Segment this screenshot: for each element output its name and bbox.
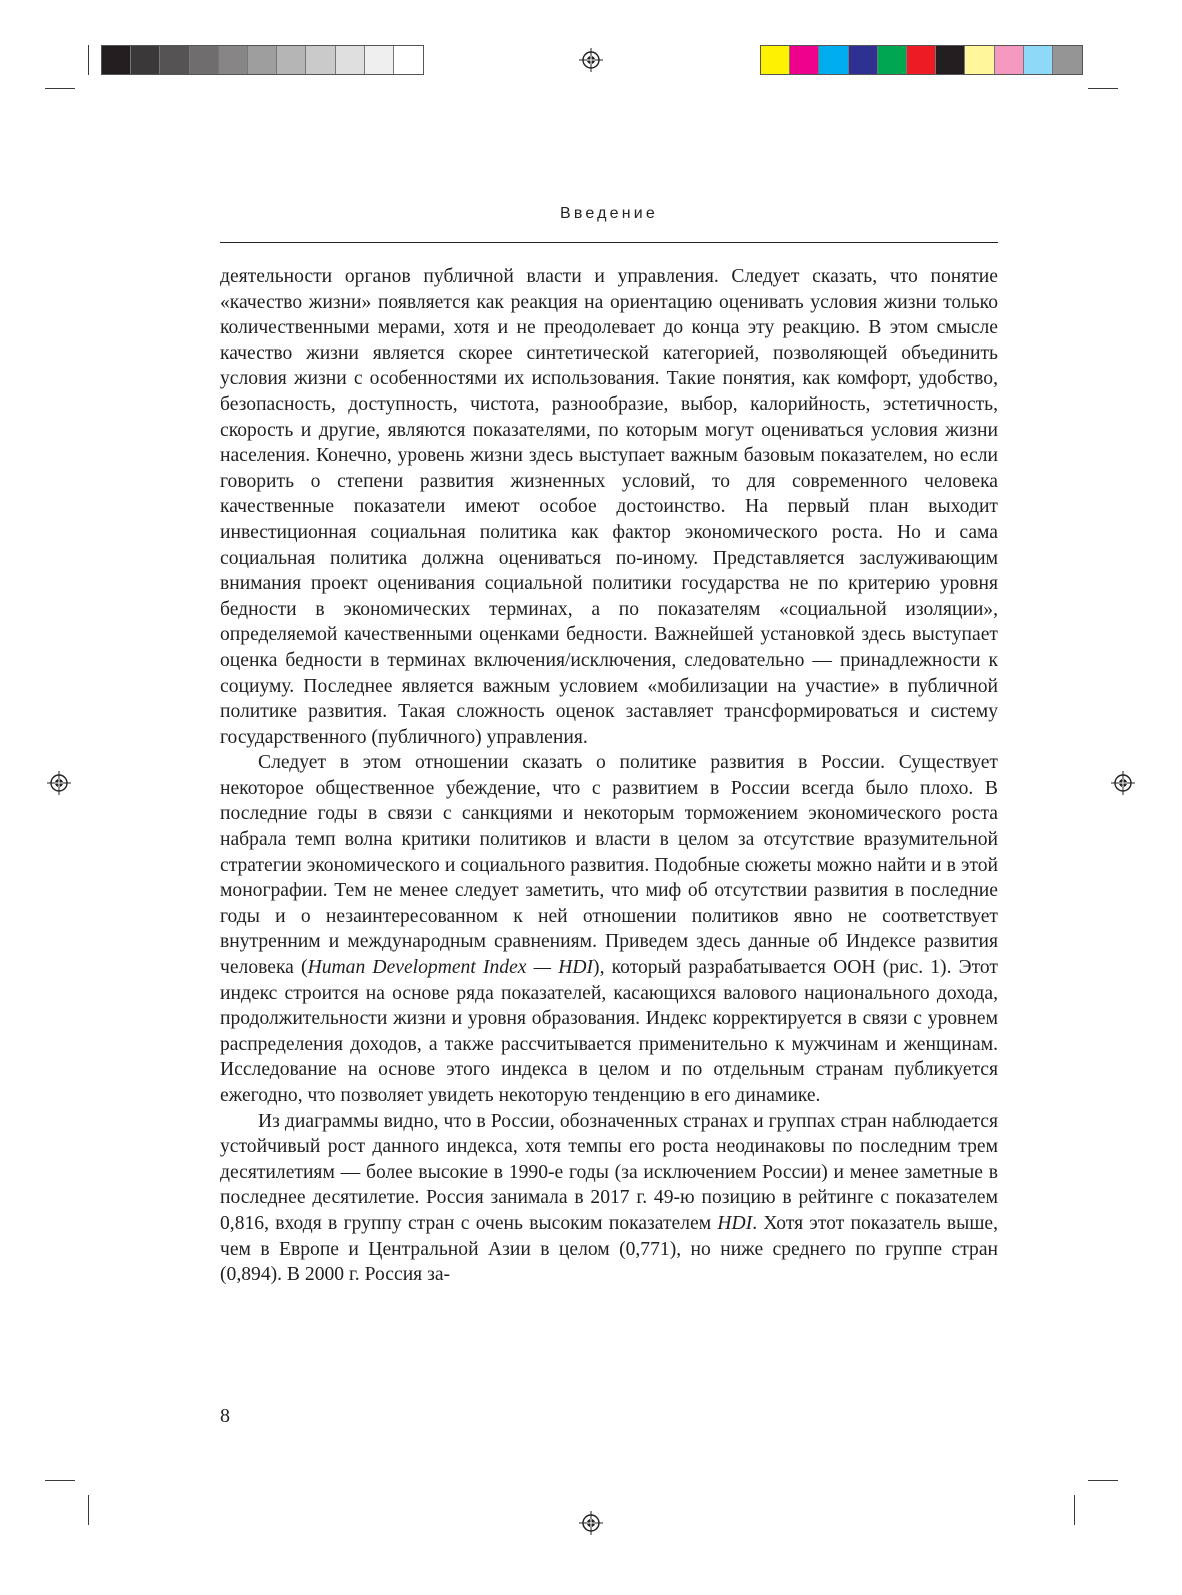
- gray-swatch-1: [102, 46, 131, 74]
- color-swatch-5: [878, 46, 907, 74]
- paragraph-2-text-a: Следует в этом отношении сказать о политике развития в России. Существует некоторое общественное убеждение, что с развитием в России всегда было плохо. В последние годы в связи с санкциями и некоторым торможением экономического роста набрала темп волна критики политиков и власти в целом за отсутствие вразумительной стратегии экономического и социального развития. Подобные сюжеты можно найти и в этой монографии. Тем не менее следует заметить, что миф об отсутствии развития в последние годы и о незаинтересованном к ней отношении политиков явно не соответствует внутренним и международным сравнениям. Приведем здесь данные об Индексе развития человека (: [220, 752, 998, 979]
- gray-swatch-3: [160, 46, 189, 74]
- body-text: [220, 264, 998, 1288]
- color-swatch-10: [1024, 46, 1053, 74]
- color-swatch-4: [849, 46, 878, 74]
- paragraph-1: деятельности органов публичной власти и управления. Следует сказать, что понятие «качество жизни» появляется как реакция на ориентацию оценивать условия жизни только количественными мерами, хотя и не преодолевает до конца эту реакцию. В этом смысле качество жизни является скорее синтетической категорией, позволяющей объединить условия жизни с особенностями их использования. Такие понятия, как комфорт, удобство, безопасность, доступность, чистота, разнообразие, выбор, калорийность, эстетичность, скорость и другие, являются показателями, по которым могут оцениваться условия жизни населения. Конечно, уровень жизни здесь выступает важным базовым показателем, но если говорить о степени развития жизненных условий, то для современного человека качественные показатели имеют особое достоинство. На первый план выходит инвестиционная социальная политика как фактор экономического роста. Но и сама социальная политика должна оцениваться по-иному. Представляется заслуживающим внимания проект оценивания социальной политики государства не по критерию уровня бедности в экономических терминах, а по показателям «социальной изоляции», определяемой качественными оценками бедности. Важнейшей установкой здесь выступает оценка бедности в терминах включения/исключения, следовательно — принадлежности к социуму. Последнее является важным условием «мобилизации на участие» в публичной политике развития. Такая сложность оценок заставляет трансформироваться и систему государственного (публичного) управления.: [220, 266, 998, 748]
- color-swatch-6: [907, 46, 936, 74]
- paragraph-2: [220, 750, 998, 1108]
- grayscale-color-bar: [101, 45, 424, 75]
- crop-mark-top-right: [1088, 88, 1118, 89]
- gray-swatch-4: [190, 46, 219, 74]
- crop-mark-top-left: [45, 88, 75, 89]
- registration-mark-bottom-icon: [579, 1511, 603, 1535]
- page-number: 8: [220, 1405, 230, 1427]
- color-swatch-3: [819, 46, 848, 74]
- gray-swatch-11: [394, 46, 423, 74]
- hdi-term: HDI: [717, 1212, 753, 1234]
- process-color-bar: [760, 45, 1083, 75]
- registration-mark-right-icon: [1111, 771, 1135, 795]
- hdi-full-term: Human Development Index — HDI: [307, 957, 594, 979]
- paragraph-3: [220, 1109, 998, 1288]
- gray-swatch-10: [365, 46, 394, 74]
- paragraph-3-text-a: Из диаграммы видно, что в России, обозначенных странах и группах стран наблюдается устойчивый рост данного индекса, хотя темпы его роста неодинаковы по последним трем десятилетиям — более высокие в 1990-е годы (за исключением России) и менее заметные в последнее десятилетие. Россия занимала в 2017 г. 49-ю позицию в рейтинге с показателем 0,816, входя в группу стран с очень высоким показателем: [220, 1110, 998, 1234]
- registration-mark-top-icon: [579, 48, 603, 72]
- header-rule: [220, 242, 998, 243]
- paragraph-3-text-b: . Хотя этот показатель выше, чем в Европе и Центральной Азии в целом (0,771), но ниже среднего по группе стран (0,894). В 2000 г. Россия за-: [220, 1212, 999, 1286]
- color-swatch-7: [936, 46, 965, 74]
- gray-swatch-8: [306, 46, 335, 74]
- gray-swatch-5: [219, 46, 248, 74]
- gray-swatch-6: [248, 46, 277, 74]
- crop-mark-bottom-left: [45, 1480, 75, 1481]
- gray-swatch-7: [277, 46, 306, 74]
- color-swatch-11: [1053, 46, 1082, 74]
- crop-mark-top-left-v: [88, 45, 89, 75]
- color-swatch-1: [761, 46, 790, 74]
- paragraph-2-text-b: ), который разрабатывается ООН (рис. 1). Этот индекс строится на основе ряда показателей, касающихся валового национального дохода, продолжительности жизни и уровня образования. Индекс корректируется в связи с уровнем распределения доходов, а также рассчитывается применительно к мужчинам и женщинам. Исследование на основе этого индекса в целом и по отдельным странам публикуется ежегодно, что позволяет увидеть некоторую тенденцию в его динамике.: [220, 957, 998, 1106]
- color-swatch-2: [790, 46, 819, 74]
- gray-swatch-9: [336, 46, 365, 74]
- registration-mark-left-icon: [47, 771, 71, 795]
- gray-swatch-2: [131, 46, 160, 74]
- crop-mark-bottom-right-v: [1074, 1495, 1075, 1525]
- crop-mark-bottom-right: [1088, 1480, 1118, 1481]
- color-swatch-9: [995, 46, 1024, 74]
- crop-mark-bottom-left-v: [88, 1495, 89, 1525]
- running-head: Введение: [559, 205, 659, 222]
- color-swatch-8: [965, 46, 994, 74]
